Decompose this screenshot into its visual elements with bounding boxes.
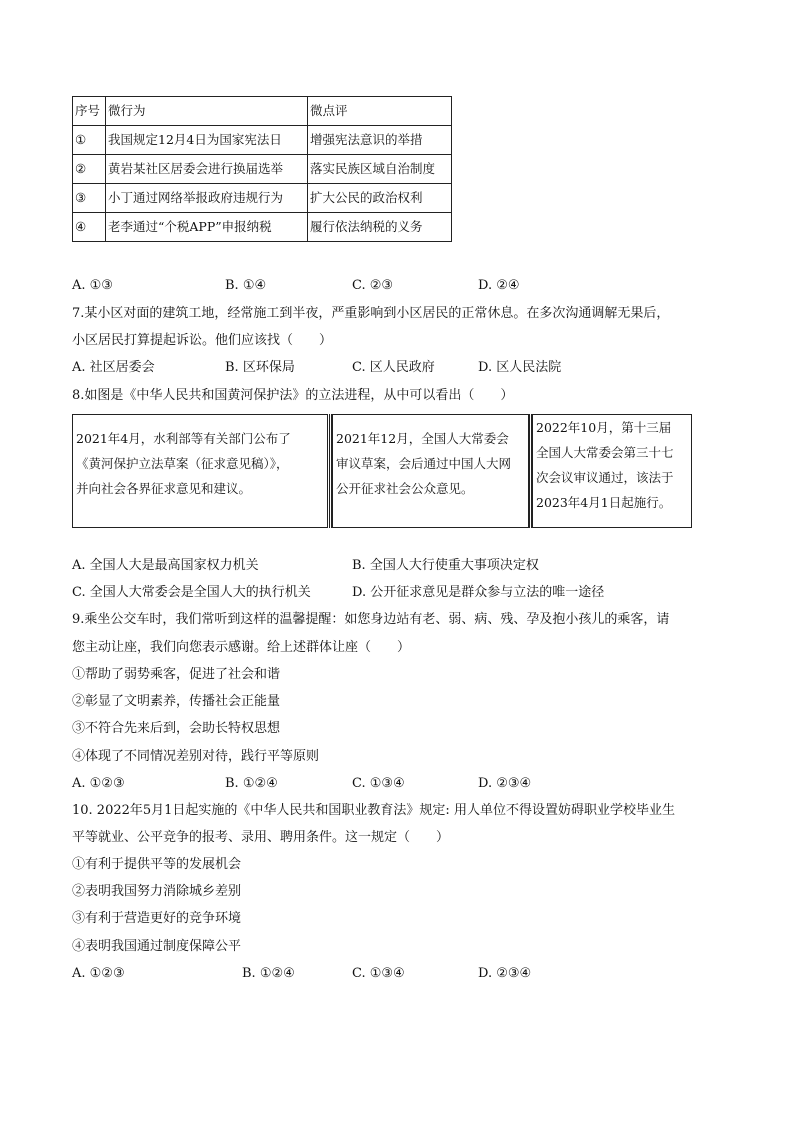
question-7-stem-cont: 小区居民打算提起诉讼。他们应该找（ ） bbox=[72, 333, 333, 348]
table-cell: 落实民族区域自治制度 bbox=[308, 155, 452, 184]
table-header-row bbox=[73, 97, 452, 126]
process-box-line: 并向社会各界征求意见和建议。 bbox=[76, 481, 252, 496]
option-a: A. ①②③ bbox=[72, 776, 125, 791]
process-box-line: 2021年12月，全国人大常委会 bbox=[336, 431, 509, 446]
table-cell: 老李通过“个税APP”申报纳税 bbox=[106, 213, 308, 242]
process-box-2 bbox=[332, 414, 529, 528]
question-6-table bbox=[72, 96, 452, 242]
option-a: A. 社区居委会 bbox=[72, 360, 155, 375]
statement-3: ③不符合先来后到，会助长特权思想 bbox=[72, 721, 281, 736]
question-9-stem-cont: 您主动让座，我们向您表示感谢。给上述群体让座（ ） bbox=[72, 640, 411, 655]
question-9-stem: 9.乘坐公交车时，我们常听到这样的温馨提醒：如您身边站有老、弱、病、残、孕及抱小孩儿的乘客，请 bbox=[72, 612, 670, 627]
statement-2: ②表明我国努力消除城乡差别 bbox=[72, 884, 242, 899]
option-d: D. ②③④ bbox=[478, 776, 532, 791]
statement-3: ③有利于营造更好的竞争环境 bbox=[72, 911, 242, 926]
table-cell: 小丁通过网络举报政府违规行为 bbox=[106, 184, 308, 213]
table-cell: 增强宪法意识的举措 bbox=[308, 126, 452, 155]
question-10-stem: 10. 2022年5月1日起实施的《中华人民共和国职业教育法》规定: 用人单位不得设置妨碍职业学校毕业生 bbox=[72, 803, 675, 818]
statement-1: ①帮助了弱势乘客，促进了社会和谐 bbox=[72, 667, 281, 682]
question-6-options bbox=[72, 277, 520, 295]
option-a: A. ①③ bbox=[72, 278, 113, 293]
option-c: C. ②③ bbox=[352, 278, 394, 293]
process-box-line: 审议草案，会后通过中国人大网 bbox=[336, 456, 512, 471]
option-b: B. 全国人大行使重大事项决定权 bbox=[352, 558, 539, 573]
statement-4: ④体现了不同情况差别对待，践行平等原则 bbox=[72, 749, 320, 764]
option-d: D. 区人民法院 bbox=[478, 360, 562, 375]
table-cell: ② bbox=[73, 155, 106, 184]
table-header-cell: 微点评 bbox=[308, 97, 452, 126]
option-b: B. ①④ bbox=[225, 278, 267, 293]
table-cell: 履行依法纳税的义务 bbox=[308, 213, 452, 242]
process-box-line: 全国人大常委会第三十七 bbox=[536, 445, 674, 460]
process-box-line: 公开征求社会公众意见。 bbox=[336, 481, 474, 496]
table-cell: 黄岩某社区居委会进行换届选举 bbox=[106, 155, 308, 184]
table-header-cell: 微行为 bbox=[106, 97, 308, 126]
statement-4: ④表明我国通过制度保障公平 bbox=[72, 939, 242, 954]
option-b: B. ①②④ bbox=[242, 966, 295, 981]
option-a: A. 全国人大是最高国家权力机关 bbox=[72, 558, 259, 573]
table-cell: ① bbox=[73, 126, 106, 155]
process-box-line: 2021年4月，水利部等有关部门公布了 bbox=[76, 431, 291, 446]
question-7-stem: 7.某小区对面的建筑工地，经常施工到半夜，严重影响到小区居民的正常休息。在多次沟通调解无果后， bbox=[72, 306, 670, 321]
process-box-line: 2022年10月，第十三届 bbox=[536, 420, 672, 435]
statement-1: ①有利于提供平等的发展机会 bbox=[72, 857, 242, 872]
table-row bbox=[73, 184, 452, 213]
table-cell: ④ bbox=[73, 213, 106, 242]
process-box-3 bbox=[532, 414, 692, 528]
option-c: C. ①③④ bbox=[352, 966, 405, 981]
process-box-line: 次会议审议通过，该法于 bbox=[536, 470, 674, 485]
question-7-options bbox=[72, 359, 561, 377]
table-cell: ③ bbox=[73, 184, 106, 213]
process-box-1 bbox=[72, 414, 328, 528]
option-d: D. ②③④ bbox=[478, 966, 532, 981]
question-10-stem-cont: 平等就业、公平竞争的报考、录用、聘用条件。这一规定（ ） bbox=[72, 830, 450, 845]
table-cell: 我国规定12月4日为国家宪法日 bbox=[106, 126, 308, 155]
question-8-stem: 8.如图是《中华人民共和国黄河保护法》的立法进程，从中可以看出（ ） bbox=[72, 388, 514, 403]
option-c: C. 区人民政府 bbox=[352, 360, 435, 375]
option-d: D. ②④ bbox=[478, 278, 520, 293]
statement-2: ②彰显了文明素养，传播社会正能量 bbox=[72, 694, 281, 709]
table-header-cell: 序号 bbox=[73, 97, 106, 126]
process-box-line: 《黄河保护立法草案（征求意见稿）》， bbox=[76, 456, 289, 471]
question-8-options-row1 bbox=[72, 557, 539, 575]
table-cell: 扩大公民的政治权利 bbox=[308, 184, 452, 213]
table-row bbox=[73, 155, 452, 184]
question-10-options bbox=[72, 965, 531, 983]
table-row bbox=[73, 213, 452, 242]
table-row bbox=[73, 126, 452, 155]
question-8-options-row2 bbox=[72, 584, 604, 602]
option-d: D. 公开征求意见是群众参与立法的唯一途径 bbox=[352, 585, 605, 600]
option-a: A. ①②③ bbox=[72, 966, 125, 981]
option-c: C. ①③④ bbox=[352, 776, 405, 791]
option-b: B. 区环保局 bbox=[225, 360, 295, 375]
option-b: B. ①②④ bbox=[225, 776, 278, 791]
option-c: C. 全国人大常委会是全国人大的执行机关 bbox=[72, 585, 311, 600]
process-box-line: 2023年4月1日起施行。 bbox=[536, 495, 672, 510]
question-9-options bbox=[72, 775, 531, 793]
